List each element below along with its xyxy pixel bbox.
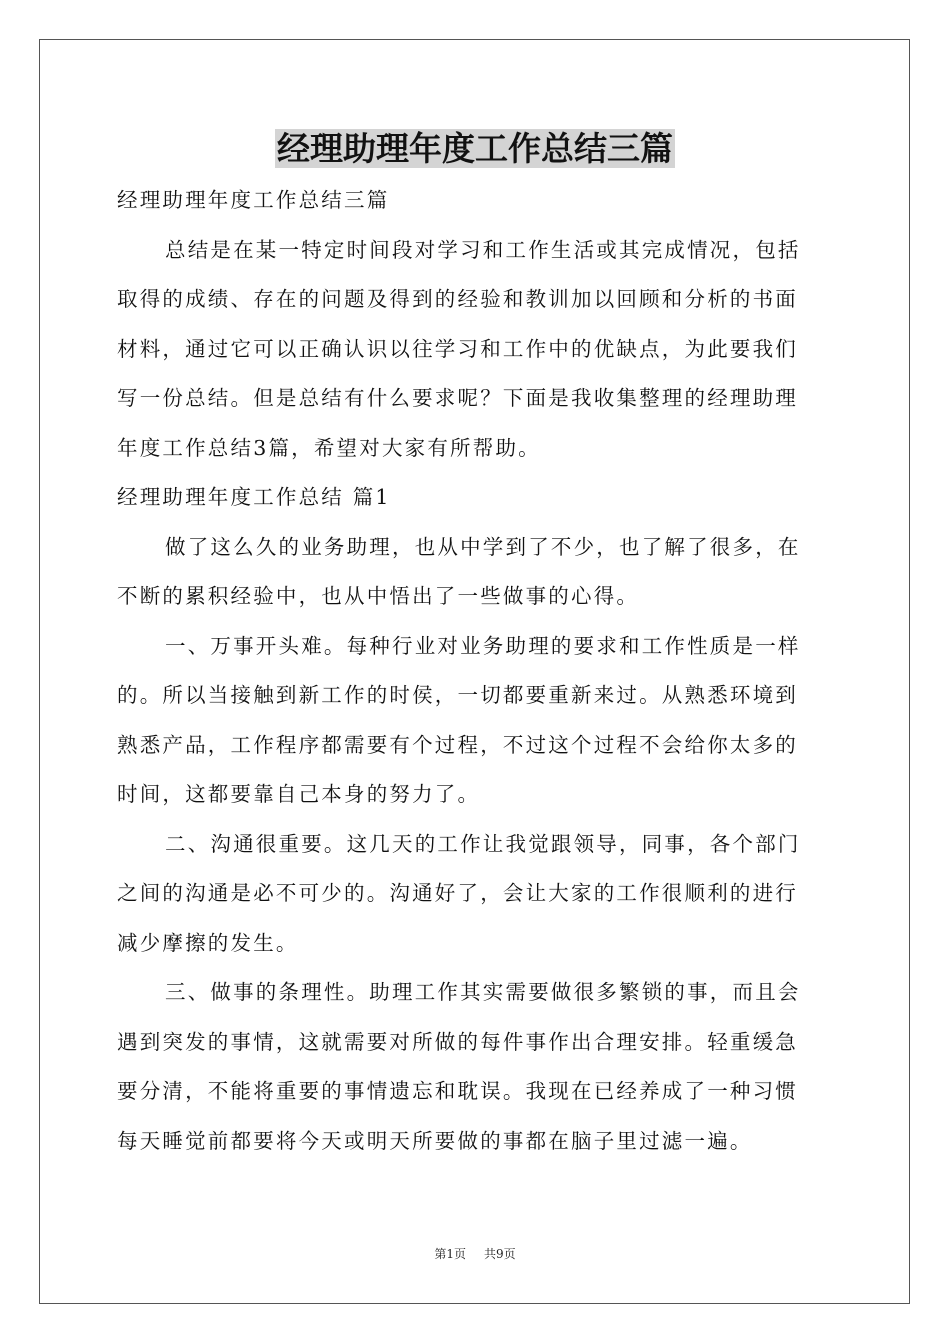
page-number: 第1页 <box>434 1247 466 1261</box>
intro-paragraph-line: 总结是在某一特定时间段对学习和工作生活或其完成情况，包括 <box>165 237 801 262</box>
document-body <box>117 176 833 1166</box>
point-one-line: 时间，这都要靠自己本身的努力了。 <box>117 782 481 806</box>
point-one-line: 的。所以当接触到新工作的时侯，一切都要重新来过。从熟悉环境到 <box>117 683 798 707</box>
page-footer <box>0 1244 950 1264</box>
point-two-line: 二、沟通很重要。这几天的工作让我觉跟领导，同事，各个部门 <box>165 831 801 856</box>
point-three-line: 三、做事的条理性。助理工作其实需要做很多繁锁的事，而且会 <box>165 980 801 1004</box>
point-one-line: 熟悉产品，工作程序都需要有个过程，不过这个过程不会给你太多的 <box>117 732 798 757</box>
point-three-line: 遇到突发的事情，这就需要对所做的每件事作出合理安排。轻重缓急 <box>117 1029 798 1054</box>
subtitle-line: 经理助理年度工作总结三篇 <box>117 188 390 212</box>
page-total: 共9页 <box>484 1247 516 1261</box>
point-three-line: 每天睡觉前都要将今天或明天所要做的事都在脑子里过滤一遍。 <box>117 1128 753 1153</box>
point-two-line: 减少摩擦的发生。 <box>117 930 299 955</box>
intro-paragraph-line: 取得的成绩、存在的问题及得到的经验和教训加以回顾和分析的书面 <box>117 287 798 311</box>
point-three-line: 要分清，不能将重要的事情遗忘和耽误。我现在已经养成了一种习惯 <box>117 1079 798 1103</box>
paragraph-line: 不断的累积经验中，也从中悟出了一些做事的心得。 <box>117 584 640 608</box>
intro-paragraph-line: 年度工作总结3篇，希望对大家有所帮助。 <box>117 435 541 460</box>
point-one-line: 一、万事开头难。每种行业对业务助理的要求和工作性质是一样 <box>165 633 801 658</box>
section-heading: 经理助理年度工作总结 篇1 <box>117 485 391 509</box>
point-two-line: 之间的沟通是必不可少的。沟通好了，会让大家的工作很顺利的进行 <box>117 881 798 905</box>
paragraph-line: 做了这么久的业务助理，也从中学到了不少，也了解了很多，在 <box>165 534 801 559</box>
intro-paragraph-line: 写一份总结。但是总结有什么要求呢？下面是我收集整理的经理助理 <box>117 386 798 410</box>
document-title-text: 经理助理年度工作总结三篇 <box>277 129 673 168</box>
intro-paragraph-line: 材料，通过它可以正确认识以往学习和工作中的优缺点，为此要我们 <box>117 336 798 361</box>
document-title <box>0 126 950 172</box>
